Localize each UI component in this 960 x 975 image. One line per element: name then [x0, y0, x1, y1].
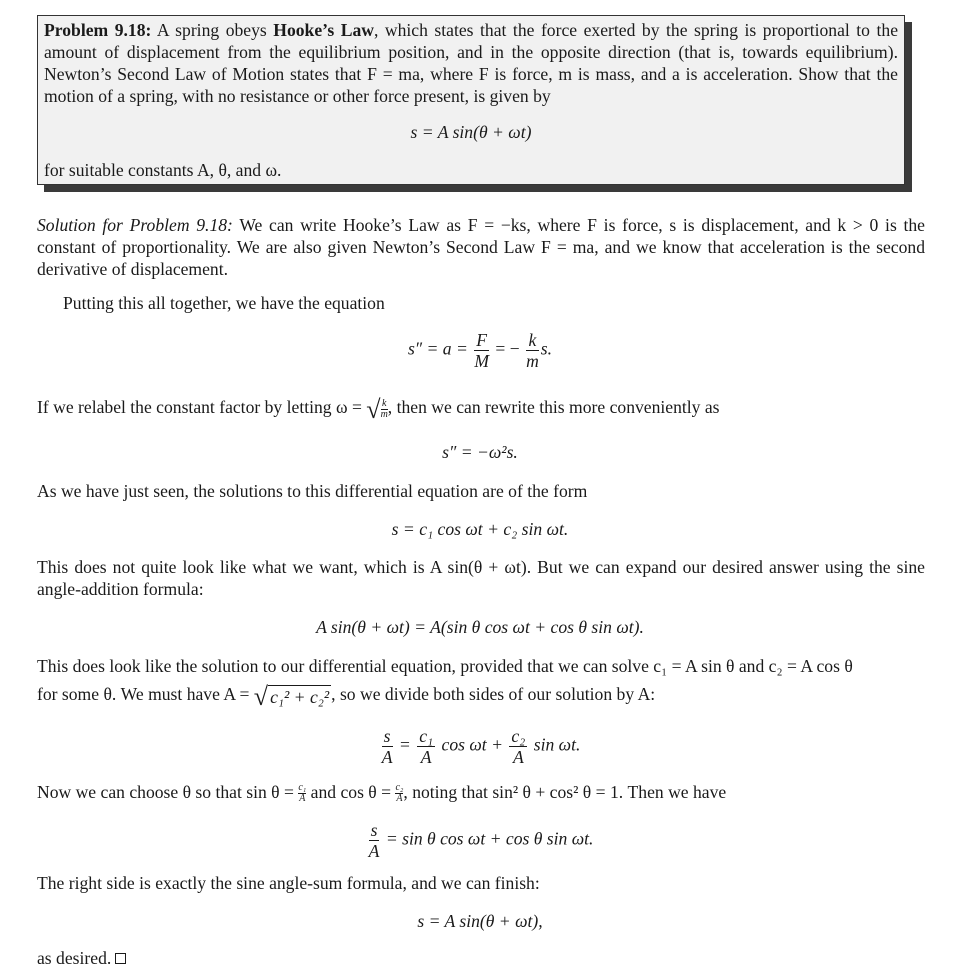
solution-para-1: We can write Hooke’s Law as F = −ks, where F is force, s is displacement, and k > 0 is the constant of proportionality. We are also given Newton’s Second Law F = ma, and we know that acceleration is the second derivative of displacement.: [37, 215, 925, 279]
equation-5: $\frac{s}{A}$ = $\frac{\text{c₁}}{A}$ cos ωt + $\frac{\text{c₂}}{A}$ sin ωt.: [381, 726, 581, 767]
qed-square-icon: [115, 953, 126, 964]
eq1-left: s″ = a =: [407, 338, 468, 359]
solution-para-4: As we have just seen, the solutions to this differential equation are of the form: [37, 481, 588, 501]
sqrt-k-over-m: √ $\frac{k}{m}$: [366, 394, 388, 424]
equation-3: s = c₁ cos ωt + c₂ sin ωt.: [391, 519, 569, 539]
solution-closing: as desired.: [37, 947, 925, 969]
problem-statement: [44, 19, 898, 107]
problem-closing: for suitable constants A, θ, and ω.: [44, 160, 282, 180]
eq1-end: s.: [540, 338, 553, 359]
sqrt-c-squared: √ c₁² + c₂²: [253, 681, 330, 711]
equation-1: [0, 330, 960, 371]
eq1-mid: = −: [495, 338, 520, 359]
equation-6: $\frac{s}{A}$ = sin θ cos ωt + cos θ sin ωt.: [368, 820, 594, 861]
solution-label: Solution for Problem 9.18:: [37, 215, 233, 235]
solution-para-7: for some θ. We must have A = √ c₁² + c₂² , so we divide both sides of our solution by A:: [37, 681, 656, 711]
fraction-k-over-m: $\frac{k}{m}$: [526, 330, 539, 371]
hooke-law-term: Hooke’s Law: [273, 20, 374, 40]
equation-2: s″ = −ω²s.: [442, 442, 518, 462]
solution-para-8: Now we can choose θ so that sin θ = $\frac{\text{c₁}}{A}$ and cos θ = $\frac{\text{c₂}}{A}$ , noting that sin² θ + cos² θ = 1. Then we have: [37, 782, 727, 805]
solution-para-5: This does not quite look like what we want, which is A sin(θ + ωt). But we can expand our desired answer using the sine angle-addition formula:: [37, 557, 925, 599]
solution-intro: [37, 214, 925, 280]
problem-equation: s = A sin(θ + ωt): [410, 122, 532, 142]
solution-para-2: Putting this all together, we have the equation: [63, 293, 385, 313]
solution-para-3: If we relabel the constant factor by letting ω = √ $\frac{k}{m}$ , then we can rewrite this more conveniently as: [37, 394, 720, 424]
problem-text: A spring obeys: [156, 20, 267, 40]
fraction-f-over-m: $\frac{F}{M}$: [474, 330, 489, 371]
equation-4: A sin(θ + ωt) = A(sin θ cos ωt + cos θ sin ωt).: [316, 617, 644, 637]
solution-para-6: This does look like the solution to our differential equation, provided that we can solve c₁ = A sin θ and c₂ = A cos θ: [37, 656, 853, 676]
problem-label: Problem 9.18:: [44, 20, 152, 40]
problem-text: , which states that the force exerted by the spring is proportional to the amount of displacement from the equilibrium position, and in the opposite direction (that is, towards equilibrium). Newton’s Second Law of Motion states that F = ma, where F is force, m is mass, and a is acceleration. Show that the motion of a spring, with no resistance or other force present, is given by: [44, 20, 899, 106]
equation-7: s = A sin(θ + ωt),: [417, 911, 543, 931]
problem-box: [37, 15, 905, 185]
solution-para-9: The right side is exactly the sine angle-sum formula, and we can finish:: [37, 873, 540, 893]
